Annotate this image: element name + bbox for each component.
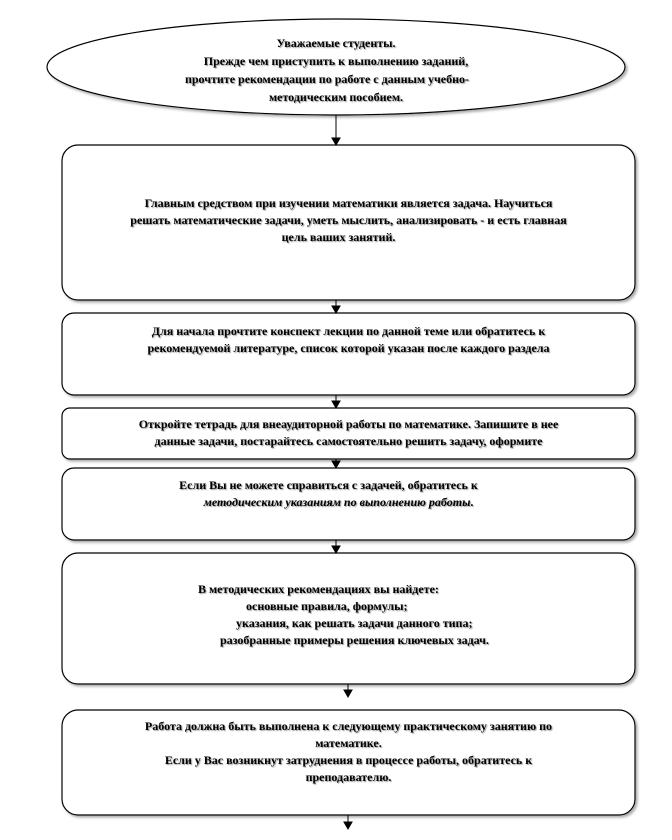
step-6-line-2: математике. bbox=[315, 736, 382, 750]
connector-arrow bbox=[332, 546, 340, 553]
step-1-line-1: Главным средством при изучении математики является задача. Научиться bbox=[144, 196, 553, 210]
step-5-line-1: В методических рекомендациях вы найдете: bbox=[198, 582, 439, 596]
step-5-line-2: основные правила, формулы; bbox=[246, 599, 408, 613]
intro-line-3: прочтите рекомендации по работе с данным учебно- bbox=[184, 72, 470, 86]
step-6-line-3: Если у Вас возникнут затруднения в процессе работы, обратитесь к bbox=[164, 753, 533, 767]
step-3-line-2: данные задачи, постарайтесь самостоятельно решить задачу, оформите bbox=[154, 434, 543, 448]
connector-arrow bbox=[332, 461, 340, 468]
intro-line-2: Прежде чем приступить к выполнению заданий, bbox=[203, 54, 469, 68]
step-3-line-1: Откройте тетрадь для внеаудиторной работы по математике. Запишите в нее bbox=[138, 417, 559, 431]
step-4-text bbox=[68, 477, 629, 511]
step-3-text bbox=[68, 416, 629, 450]
method-guidelines-emphasis: методическим указаниям по выполнению работы bbox=[203, 495, 471, 509]
connector-arrow bbox=[344, 690, 352, 697]
step-6-line-1: Работа должна быть выполнена к следующему практическому занятию по bbox=[144, 719, 553, 733]
connector-arrow bbox=[332, 138, 340, 145]
step-5-line-3: указания, как решать задачи данного типа; bbox=[236, 616, 473, 630]
step-2-line-2: рекомендуемой литературе, список которой указан после каждого раздела bbox=[147, 341, 550, 355]
connector-arrow bbox=[332, 306, 340, 313]
step-5-text bbox=[68, 581, 629, 649]
intro-line-4: методическим пособием. bbox=[268, 90, 404, 104]
step-5-line-4: разобранные примеры решения ключевых задач. bbox=[220, 633, 489, 647]
intro-text bbox=[120, 34, 552, 106]
step-1-line-2: решать математические задачи, уметь мыслить, анализировать - и есть главная bbox=[130, 213, 567, 227]
step-1-line-3: цель ваших занятий. bbox=[281, 230, 396, 244]
step-2-line-1: Для начала прочтите конспект лекции по данной теме или обратитесь к bbox=[151, 324, 546, 338]
step-4-line-1: Если Вы не можете справиться с задачей, обратитесь к bbox=[179, 478, 478, 492]
step-6-line-4: преподавателю. bbox=[305, 770, 392, 784]
step-2-text bbox=[68, 323, 629, 357]
step-4-line-2-end: . bbox=[470, 495, 474, 509]
step-6-text bbox=[68, 718, 629, 786]
connector-arrow bbox=[344, 822, 352, 829]
step-1-text bbox=[68, 195, 629, 246]
connector-arrow bbox=[332, 401, 340, 408]
step-4-line-2 bbox=[48, 494, 629, 511]
intro-line-1: Уважаемые студенты. bbox=[276, 36, 396, 50]
